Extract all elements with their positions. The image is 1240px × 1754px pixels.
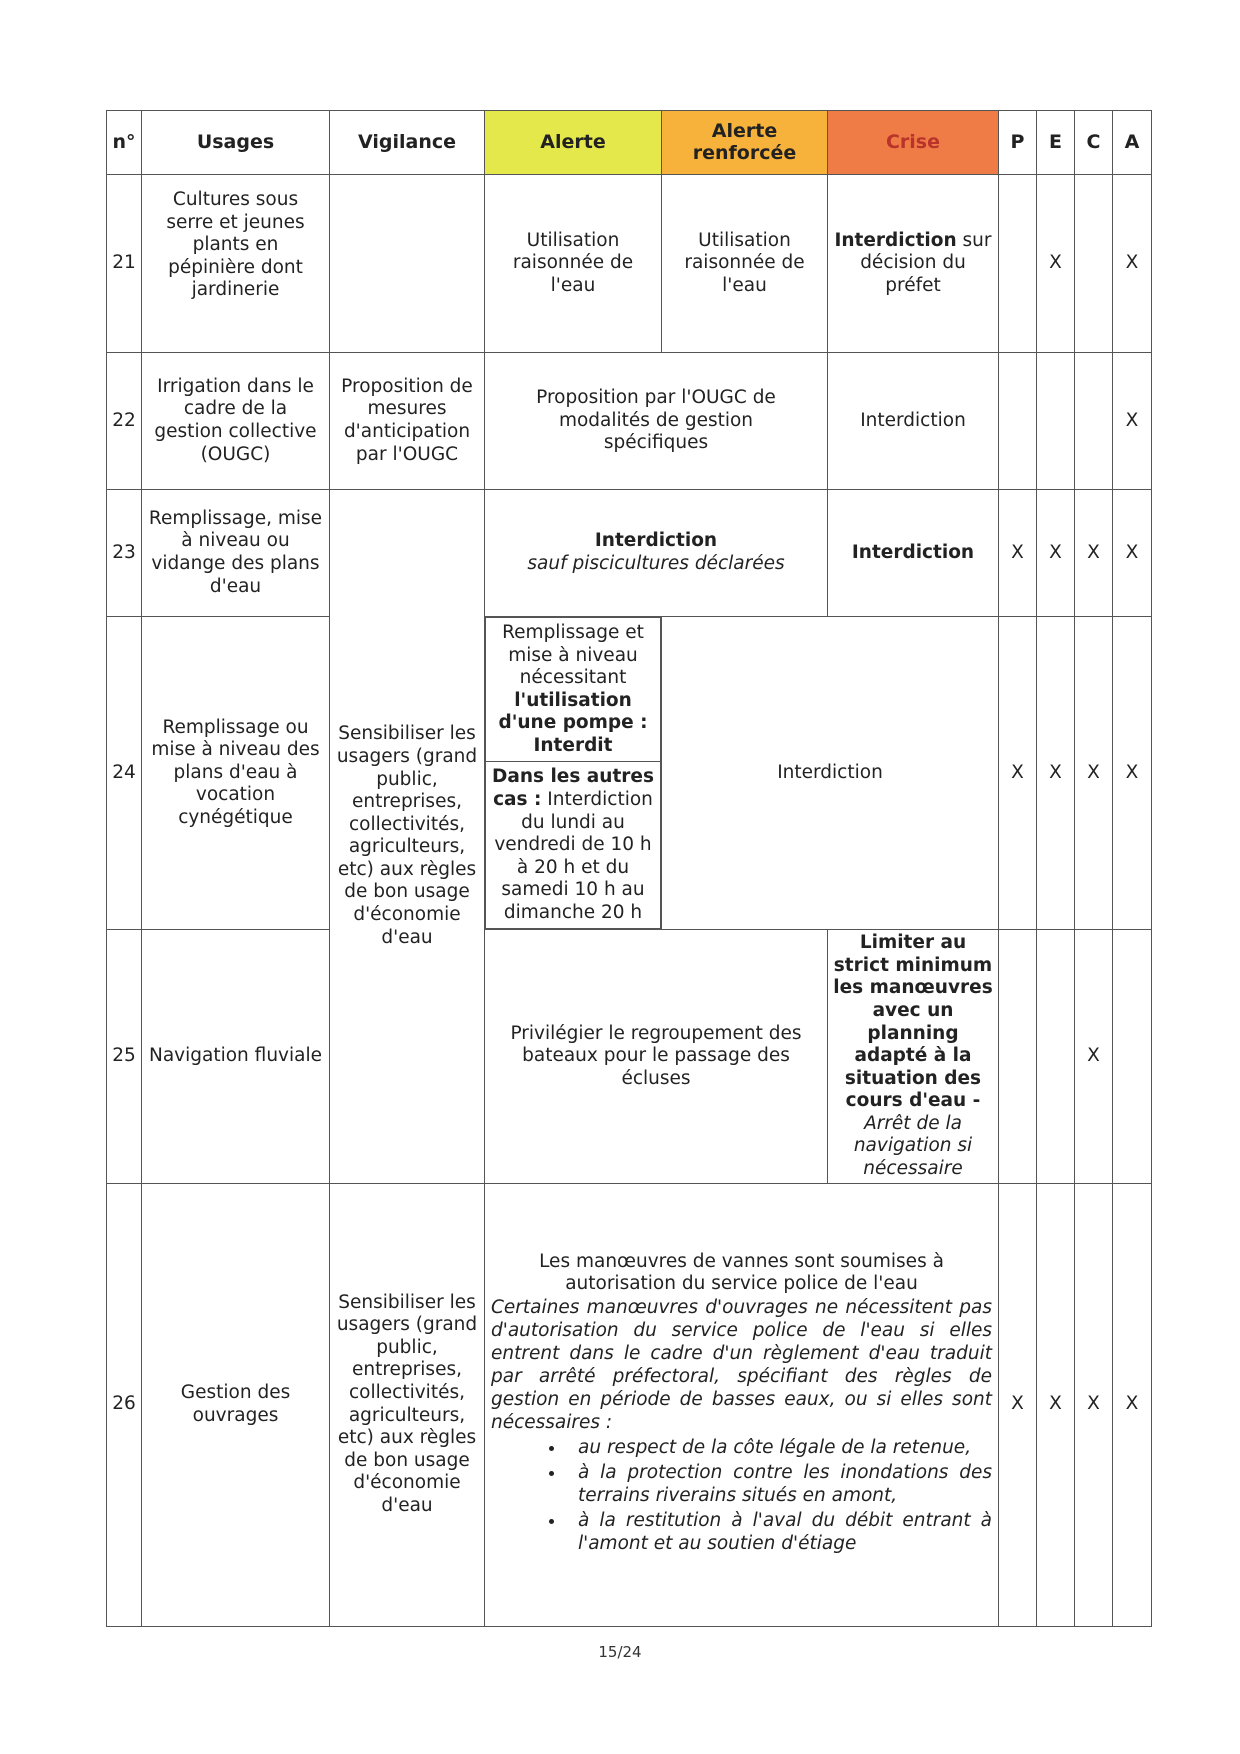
mark-e: X [1037, 175, 1075, 353]
table-row-26 [107, 1183, 1152, 1626]
manoeuvres-paragraph: Certaines manœuvres d'ouvrages ne nécessitent pas d'autorisation du service police de l'eau si elles entrent dans le cadre d'un règlement d'eau traduit par arrêté préfectoral, spécifiant des règles de gestion en période de basses eaux, ou si elles sont nécessaires : [491, 1296, 992, 1434]
header-row [107, 111, 1152, 175]
mark-p [999, 353, 1037, 490]
mark-c: X [1075, 930, 1113, 1183]
crise-cell [828, 490, 999, 617]
mark-c: X [1075, 1183, 1113, 1626]
alerte-top [486, 618, 661, 762]
alerte-bottom-bold: Dans les autres cas : [492, 766, 654, 810]
mark-e: X [1037, 490, 1075, 617]
usage-restrictions-table [106, 110, 1152, 1627]
vannes-text: Les manœuvres de vannes sont soumises à autorisation du service police de l'eau [539, 1250, 944, 1295]
header-p: P [999, 111, 1037, 175]
renforcee-crise-merged-cell: Interdiction [662, 617, 999, 930]
table-row-23 [107, 490, 1152, 617]
header-alerte-renforcee: Alerte renforcée [662, 111, 828, 175]
mark-c [1075, 175, 1113, 353]
header-num: n° [107, 111, 142, 175]
mark-c: X [1075, 617, 1113, 930]
mark-p [999, 175, 1037, 353]
mark-p: X [999, 490, 1037, 617]
crise-text: sur décision du préfet [860, 229, 992, 296]
alerte-bottom [486, 762, 661, 929]
mark-a: X [1113, 175, 1152, 353]
usage-cell: Irrigation dans le cadre de la gestion collective (OUGC) [142, 353, 330, 490]
table-row-22 [107, 353, 1152, 490]
alerte-bold: Interdiction [594, 530, 718, 552]
table-row-24 [107, 617, 1152, 930]
alerte-cell: Utilisation raisonnée de l'eau [485, 175, 662, 353]
alerte-split-cell [485, 617, 662, 930]
header-alerte: Alerte [485, 111, 662, 175]
crise-bold: Interdiction [851, 541, 975, 563]
vigilance-shared-cell: Sensibiliser les usagers (grand public, entreprises, collectivités, agriculteurs, etc) aux règles de bon usage d'économie d'eau [330, 490, 485, 1184]
alerte-merged-cell [485, 490, 828, 617]
mark-e: X [1037, 617, 1075, 930]
vigilance-cell [330, 175, 485, 353]
conditions-list [491, 1437, 992, 1556]
mark-p [999, 930, 1037, 1183]
list-item: • à la protection contre les inondations des terrains riverains situés en amont, [566, 1462, 992, 1507]
list-item: • au respect de la côte légale de la retenue, [566, 1437, 992, 1460]
row-number: 24 [107, 617, 142, 930]
mark-a: X [1113, 353, 1152, 490]
alerte-crise-merged-cell [485, 1183, 999, 1626]
row-number: 26 [107, 1183, 142, 1626]
mark-c: X [1075, 490, 1113, 617]
crise-bold: Interdiction [834, 229, 957, 251]
mark-a [1113, 930, 1152, 1183]
mark-e [1037, 353, 1075, 490]
header-crise: Crise [828, 111, 999, 175]
crise-cell: Interdiction [828, 353, 999, 490]
alerte-merged-cell: Privilégier le regroupement des bateaux pour le passage des écluses [485, 930, 828, 1183]
table-row-25 [107, 930, 1152, 1183]
row-number: 22 [107, 353, 142, 490]
alerte-top-text: Remplissage et mise à niveau nécessitant [502, 622, 644, 689]
header-e: E [1037, 111, 1075, 175]
alerte-italic: sauf piscicultures déclarées [527, 553, 785, 574]
row-number: 23 [107, 490, 142, 617]
crise-bold: Limiter au strict minimum les manœuvres avec un planning adapté à la situation des cours d'eau - [833, 932, 993, 1112]
alerte-top-bold: l'utilisation d'une pompe : Interdit [498, 689, 648, 756]
list-item: • à la restitution à l'aval du débit entrant à l'amont et au soutien d'étiage [566, 1510, 992, 1555]
crise-italic: Arrêt de la navigation si nécessaire [853, 1112, 973, 1179]
mark-p: X [999, 1183, 1037, 1626]
vigilance-cell: Sensibiliser les usagers (grand public, entreprises, collectivités, agriculteurs, etc) aux règles de bon usage d'économie d'eau [330, 1183, 485, 1626]
crise-cell [828, 930, 999, 1183]
mark-e: X [1037, 1183, 1075, 1626]
header-c: C [1075, 111, 1113, 175]
alerte-renforcee-cell: Utilisation raisonnée de l'eau [662, 175, 828, 353]
mark-e [1037, 930, 1075, 1183]
header-a: A [1113, 111, 1152, 175]
usage-cell: Remplissage, mise à niveau ou vidange des plans d'eau [142, 490, 330, 617]
alerte-merged-cell: Proposition par l'OUGC de modalités de gestion spécifiques [485, 353, 828, 490]
row-number: 25 [107, 930, 142, 1183]
mark-a: X [1113, 490, 1152, 617]
header-vigilance: Vigilance [330, 111, 485, 175]
usage-cell: Remplissage ou mise à niveau des plans d'eau à vocation cynégétique [142, 617, 330, 930]
alerte-bottom-text: Interdiction du lundi au vendredi de 10 h à 20 h et du samedi 10 h au dimanche 20 h [494, 788, 653, 923]
mark-p: X [999, 617, 1037, 930]
mark-c [1075, 353, 1113, 490]
mark-a: X [1113, 617, 1152, 930]
header-usages: Usages [142, 111, 330, 175]
page-number: 15/24 [598, 1643, 642, 1661]
usage-cell: Navigation fluviale [142, 930, 330, 1183]
usage-cell: Gestion des ouvrages [142, 1183, 330, 1626]
crise-cell [828, 175, 999, 353]
mark-a: X [1113, 1183, 1152, 1626]
table-row-21 [107, 175, 1152, 353]
usage-cell: Cultures sous serre et jeunes plants en pépinière dont jardinerie [142, 175, 330, 353]
alerte-split-table [485, 617, 661, 929]
row-number: 21 [107, 175, 142, 353]
vigilance-cell: Proposition de mesures d'anticipation par l'OUGC [330, 353, 485, 490]
